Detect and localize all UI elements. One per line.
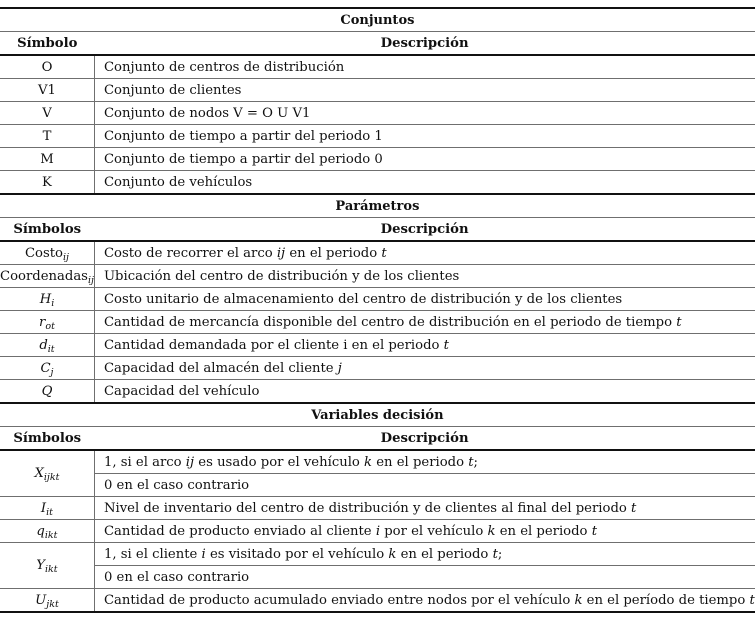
desc-text: ; (497, 546, 503, 562)
symbol-base: q (36, 523, 45, 539)
symbol-cell (0, 543, 94, 589)
symbol-subscript: ijkt (43, 472, 60, 483)
description-cell (94, 311, 754, 334)
section-title: Variables decisión (0, 403, 755, 427)
desc-math: ij (185, 454, 195, 470)
symbol-cell (0, 520, 94, 543)
desc-text: 1, si el arco (103, 454, 186, 470)
desc-math: t (676, 314, 682, 330)
description-cell (94, 357, 754, 380)
symbol-cell: K (0, 171, 94, 195)
table-row (0, 288, 755, 311)
symbol-base: Coordenadas (0, 268, 88, 284)
symbol-subscript: i (51, 297, 55, 309)
symbol-base: I (40, 500, 47, 516)
description-cell (94, 589, 754, 613)
description-cell: Ubicación del centro de distribución y de los clientes (94, 265, 754, 288)
symbol-base: H (39, 291, 52, 307)
desc-math: t (381, 245, 387, 261)
symbol-base: U (35, 592, 47, 608)
table-row (0, 241, 755, 265)
symbol-cell (0, 589, 94, 613)
desc-math: i (375, 523, 381, 539)
symbol-cell (0, 497, 94, 520)
desc-math: t (631, 500, 637, 516)
symbol-subscript: it (46, 506, 53, 518)
desc-text: Cantidad de producto enviado al cliente (103, 523, 376, 539)
symbol-cell (0, 450, 94, 497)
description-cell: Conjunto de clientes (94, 79, 754, 102)
description-cell: 0 en el caso contrario (94, 474, 754, 497)
column-header-description: Descripción (94, 218, 754, 242)
symbol-cell: M (0, 148, 94, 171)
table-row (0, 520, 755, 543)
description-cell: Conjunto de tiempo a partir del periodo 0 (94, 148, 754, 171)
symbol-cell (0, 265, 94, 288)
table-row (0, 55, 755, 79)
table-row (0, 589, 755, 613)
symbol-base: r (39, 314, 46, 330)
table-row (0, 497, 755, 520)
symbol-subscript: ot (45, 320, 55, 332)
desc-text: Costo de recorrer el arco (103, 245, 277, 261)
symbol-cell: O (0, 55, 94, 79)
table-row (0, 265, 755, 288)
table-row (0, 334, 755, 357)
symbol-cell (0, 334, 94, 357)
desc-text: 1, si el cliente (103, 546, 202, 562)
symbol-cell: Q (0, 380, 94, 404)
symbol-subscript: ij (63, 251, 69, 263)
desc-text: es usado por el vehículo (194, 454, 365, 470)
section-header-parametros (0, 194, 755, 218)
description-cell: Conjunto de centros de distribución (94, 55, 754, 79)
desc-text: en el periodo (372, 454, 469, 470)
column-header-description: Descripción (94, 32, 754, 56)
column-header-symbol: Símbolo (0, 32, 94, 56)
symbol-base: Y (36, 558, 46, 573)
description-cell (94, 241, 754, 265)
symbol-cell (0, 288, 94, 311)
desc-text: en el periodo (495, 523, 592, 539)
symbol-subscript: ij (87, 274, 94, 286)
description-cell: Costo unitario de almacenamiento del centro de distribución y de los clientes (94, 288, 754, 311)
desc-math: t (492, 546, 498, 562)
desc-text: en el periodo (396, 546, 493, 562)
desc-math: i (201, 546, 206, 562)
table-row (0, 148, 755, 171)
table-row (0, 311, 755, 334)
column-header-row (0, 218, 755, 242)
description-cell: Capacidad del vehículo (94, 380, 754, 404)
symbol-subscript: jkt (46, 598, 59, 610)
table-row (0, 450, 755, 474)
desc-math: k (487, 523, 496, 539)
desc-math: t (749, 592, 755, 608)
symbol-base: d (39, 337, 48, 353)
desc-text: ; (473, 454, 478, 470)
symbol-base: X (34, 466, 44, 481)
table-row (0, 102, 755, 125)
table-row (0, 171, 755, 195)
symbol-cell: V (0, 102, 94, 125)
symbol-subscript: it (47, 343, 55, 355)
description-cell (94, 334, 754, 357)
section-title: Conjuntos (0, 8, 755, 32)
desc-math: j (337, 360, 342, 376)
symbol-base: C (40, 360, 51, 376)
description-cell (94, 543, 754, 566)
desc-math: k (388, 546, 397, 562)
column-header-description: Descripción (94, 427, 754, 451)
description-cell (94, 450, 754, 474)
symbol-subscript: ikt (45, 564, 58, 575)
desc-math: t (443, 337, 449, 353)
table-row (0, 125, 755, 148)
table-row (0, 543, 755, 566)
description-cell (94, 520, 754, 543)
desc-text: por el vehículo (380, 523, 488, 539)
symbol-base: Costo (24, 245, 63, 261)
desc-text: Cantidad de mercancía disponible del centro de distribución en el periodo de tiempo (103, 314, 677, 330)
description-cell: Conjunto de nodos V = O U V1 (94, 102, 754, 125)
desc-text: Cantidad de producto acumulado enviado entre nodos por el vehículo (103, 592, 575, 608)
table-row (0, 380, 755, 404)
notation-table (0, 7, 755, 613)
symbol-cell (0, 311, 94, 334)
symbol-cell (0, 241, 94, 265)
symbol-subscript: j (50, 366, 54, 378)
desc-math: k (364, 454, 373, 470)
desc-text: Nivel de inventario del centro de distribución y de clientes al final del periodo (103, 500, 632, 516)
section-title: Parámetros (0, 194, 755, 218)
table-row (0, 357, 755, 380)
description-cell: Conjunto de tiempo a partir del periodo 1 (94, 125, 754, 148)
desc-text: en el período de tiempo (582, 592, 750, 608)
column-header-row (0, 427, 755, 451)
description-cell (94, 497, 754, 520)
desc-text: Capacidad del almacén del cliente (103, 360, 338, 376)
symbol-cell (0, 357, 94, 380)
desc-text: Cantidad demandada por el cliente i en el periodo (103, 337, 444, 353)
table-row (0, 474, 755, 497)
column-header-row (0, 32, 755, 56)
column-header-symbol: Símbolos (0, 218, 94, 242)
section-header-conjuntos (0, 8, 755, 32)
desc-math: ij (276, 245, 286, 261)
column-header-symbol: Símbolos (0, 427, 94, 451)
desc-math: k (574, 592, 583, 608)
desc-text: es visitado por el vehículo (205, 546, 389, 562)
symbol-subscript: ikt (44, 529, 58, 541)
symbol-cell: T (0, 125, 94, 148)
desc-math: t (468, 454, 474, 470)
description-cell: Conjunto de vehículos (94, 171, 754, 195)
table-row (0, 79, 755, 102)
description-cell: 0 en el caso contrario (94, 566, 754, 589)
symbol-cell: V1 (0, 79, 94, 102)
desc-math: t (591, 523, 598, 539)
desc-text: en el periodo (285, 245, 382, 261)
section-header-variables (0, 403, 755, 427)
table-row (0, 566, 755, 589)
